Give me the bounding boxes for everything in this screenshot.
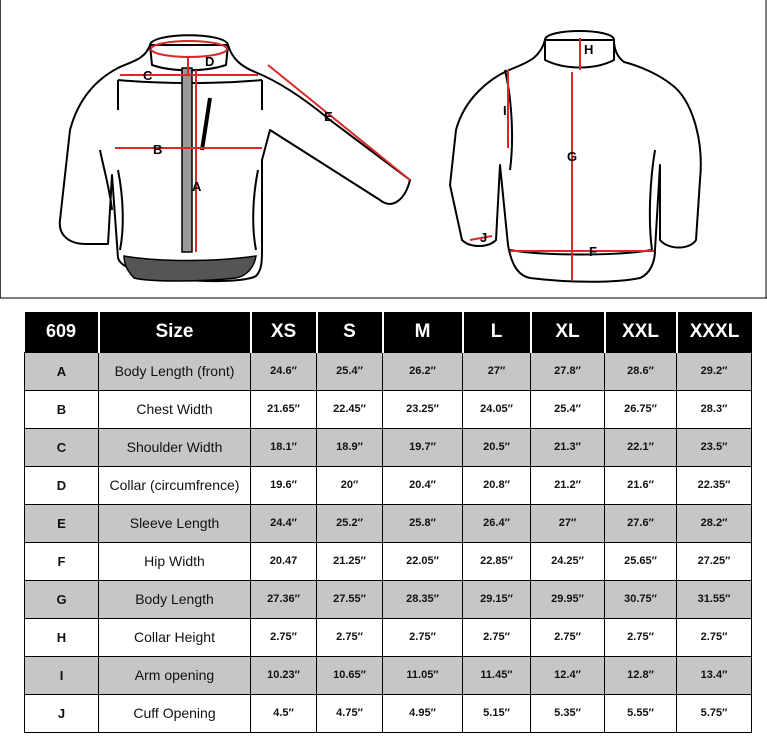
front-zipper <box>182 68 192 252</box>
row-letter: H <box>25 618 99 656</box>
row-value-cell: 29.15″ <box>463 580 531 618</box>
label-j: J <box>480 230 488 245</box>
row-measurement-name: Body Length <box>99 580 251 618</box>
label-i: I <box>503 103 507 118</box>
row-measurement-name: Sleeve Length <box>99 504 251 542</box>
row-value-cell: 28.2″ <box>677 504 752 542</box>
row-value-cell: 25.8″ <box>383 504 463 542</box>
label-f: F <box>589 244 597 259</box>
row-letter: G <box>25 580 99 618</box>
row-measurement-name: Hip Width <box>99 542 251 580</box>
row-value-cell: 12.8″ <box>605 656 677 694</box>
row-value-cell: 2.75″ <box>531 618 605 656</box>
row-value-cell: 27.55″ <box>317 580 383 618</box>
row-letter: F <box>25 542 99 580</box>
table-row <box>25 580 752 618</box>
row-value-cell: 18.9″ <box>317 428 383 466</box>
row-value-cell: 21.6″ <box>605 466 677 504</box>
row-value-cell: 27.36″ <box>251 580 317 618</box>
row-value-cell: 5.15″ <box>463 694 531 732</box>
row-value-cell: 26.75″ <box>605 390 677 428</box>
table-row <box>25 428 752 466</box>
row-value-cell: 11.45″ <box>463 656 531 694</box>
row-value-cell: 21.25″ <box>317 542 383 580</box>
row-value-cell: 18.1″ <box>251 428 317 466</box>
header-xs: XS <box>251 312 317 352</box>
table-row <box>25 542 752 580</box>
row-value-cell: 20″ <box>317 466 383 504</box>
row-value-cell: 2.75″ <box>317 618 383 656</box>
row-value-cell: 25.4″ <box>317 352 383 390</box>
row-value-cell: 22.85″ <box>463 542 531 580</box>
row-value-cell: 24.4″ <box>251 504 317 542</box>
jacket-diagram-svg <box>0 0 767 300</box>
table-body <box>25 352 752 732</box>
row-value-cell: 2.75″ <box>251 618 317 656</box>
header-xxxl: XXXL <box>677 312 752 352</box>
header-m: M <box>383 312 463 352</box>
row-value-cell: 22.35″ <box>677 466 752 504</box>
row-value-cell: 25.4″ <box>531 390 605 428</box>
row-letter: A <box>25 352 99 390</box>
row-value-cell: 21.3″ <box>531 428 605 466</box>
row-value-cell: 2.75″ <box>383 618 463 656</box>
size-chart-table <box>24 312 752 733</box>
size-chart <box>24 312 751 733</box>
row-value-cell: 4.95″ <box>383 694 463 732</box>
row-value-cell: 4.75″ <box>317 694 383 732</box>
row-value-cell: 10.65″ <box>317 656 383 694</box>
row-value-cell: 2.75″ <box>605 618 677 656</box>
row-value-cell: 24.6″ <box>251 352 317 390</box>
front-hem-band <box>124 256 256 281</box>
row-letter: D <box>25 466 99 504</box>
row-letter: C <box>25 428 99 466</box>
row-value-cell: 5.75″ <box>677 694 752 732</box>
row-value-cell: 30.75″ <box>605 580 677 618</box>
table-row <box>25 618 752 656</box>
header-l: L <box>463 312 531 352</box>
row-value-cell: 27.25″ <box>677 542 752 580</box>
table-row <box>25 504 752 542</box>
row-value-cell: 31.55″ <box>677 580 752 618</box>
row-value-cell: 19.7″ <box>383 428 463 466</box>
row-value-cell: 29.2″ <box>677 352 752 390</box>
row-value-cell: 4.5″ <box>251 694 317 732</box>
header-xl: XL <box>531 312 605 352</box>
row-value-cell: 25.2″ <box>317 504 383 542</box>
row-letter: E <box>25 504 99 542</box>
row-value-cell: 24.05″ <box>463 390 531 428</box>
header-model: 609 <box>45 321 77 342</box>
label-c: C <box>143 68 153 83</box>
row-value-cell: 27.8″ <box>531 352 605 390</box>
row-letter: I <box>25 656 99 694</box>
label-g: G <box>567 149 578 164</box>
label-a: A <box>192 179 202 194</box>
row-value-cell: 28.3″ <box>677 390 752 428</box>
measure-sleeve-length <box>268 65 410 180</box>
table-row <box>25 390 752 428</box>
row-value-cell: 29.95″ <box>531 580 605 618</box>
row-measurement-name: Body Length (front) <box>99 352 251 390</box>
row-value-cell: 2.75″ <box>677 618 752 656</box>
row-value-cell: 2.75″ <box>463 618 531 656</box>
row-value-cell: 20.4″ <box>383 466 463 504</box>
row-value-cell: 5.35″ <box>531 694 605 732</box>
row-measurement-name: Collar Height <box>99 618 251 656</box>
row-value-cell: 12.4″ <box>531 656 605 694</box>
header-size: Size <box>99 312 251 352</box>
header-s: S <box>317 312 383 352</box>
front-jacket-illustration <box>60 35 410 281</box>
row-value-cell: 21.65″ <box>251 390 317 428</box>
row-value-cell: 24.25″ <box>531 542 605 580</box>
row-value-cell: 11.05″ <box>383 656 463 694</box>
row-measurement-name: Cuff Opening <box>99 694 251 732</box>
row-value-cell: 22.45″ <box>317 390 383 428</box>
row-value-cell: 13.4″ <box>677 656 752 694</box>
row-value-cell: 28.6″ <box>605 352 677 390</box>
table-row <box>25 656 752 694</box>
row-value-cell: 19.6″ <box>251 466 317 504</box>
row-measurement-name: Chest Width <box>99 390 251 428</box>
row-value-cell: 26.4″ <box>463 504 531 542</box>
row-letter: B <box>25 390 99 428</box>
chest-pocket-zipper <box>202 98 210 150</box>
label-b: B <box>153 142 163 157</box>
row-value-cell: 23.5″ <box>677 428 752 466</box>
row-value-cell: 27.6″ <box>605 504 677 542</box>
row-value-cell: 27″ <box>463 352 531 390</box>
row-value-cell: 27″ <box>531 504 605 542</box>
row-letter: J <box>25 694 99 732</box>
row-value-cell: 20.47 <box>251 542 317 580</box>
row-value-cell: 20.8″ <box>463 466 531 504</box>
row-value-cell: 23.25″ <box>383 390 463 428</box>
header-xxl: XXL <box>605 312 677 352</box>
label-h: H <box>584 42 594 57</box>
row-value-cell: 28.35″ <box>383 580 463 618</box>
label-d: D <box>205 54 215 69</box>
measure-collar-circumference <box>151 41 227 57</box>
label-e: E <box>324 109 333 124</box>
row-measurement-name: Collar (circumfrence) <box>99 466 251 504</box>
row-value-cell: 22.05″ <box>383 542 463 580</box>
table-row <box>25 466 752 504</box>
row-value-cell: 22.1″ <box>605 428 677 466</box>
row-measurement-name: Shoulder Width <box>99 428 251 466</box>
table-header-row <box>25 312 752 352</box>
row-value-cell: 21.2″ <box>531 466 605 504</box>
table-row <box>25 352 752 390</box>
row-value-cell: 26.2″ <box>383 352 463 390</box>
table-row <box>25 694 752 732</box>
measurement-diagram <box>0 0 767 300</box>
row-value-cell: 25.65″ <box>605 542 677 580</box>
row-measurement-name: Arm opening <box>99 656 251 694</box>
row-value-cell: 5.55″ <box>605 694 677 732</box>
back-measure-lines <box>470 38 654 280</box>
row-value-cell: 10.23″ <box>251 656 317 694</box>
row-value-cell: 20.5″ <box>463 428 531 466</box>
